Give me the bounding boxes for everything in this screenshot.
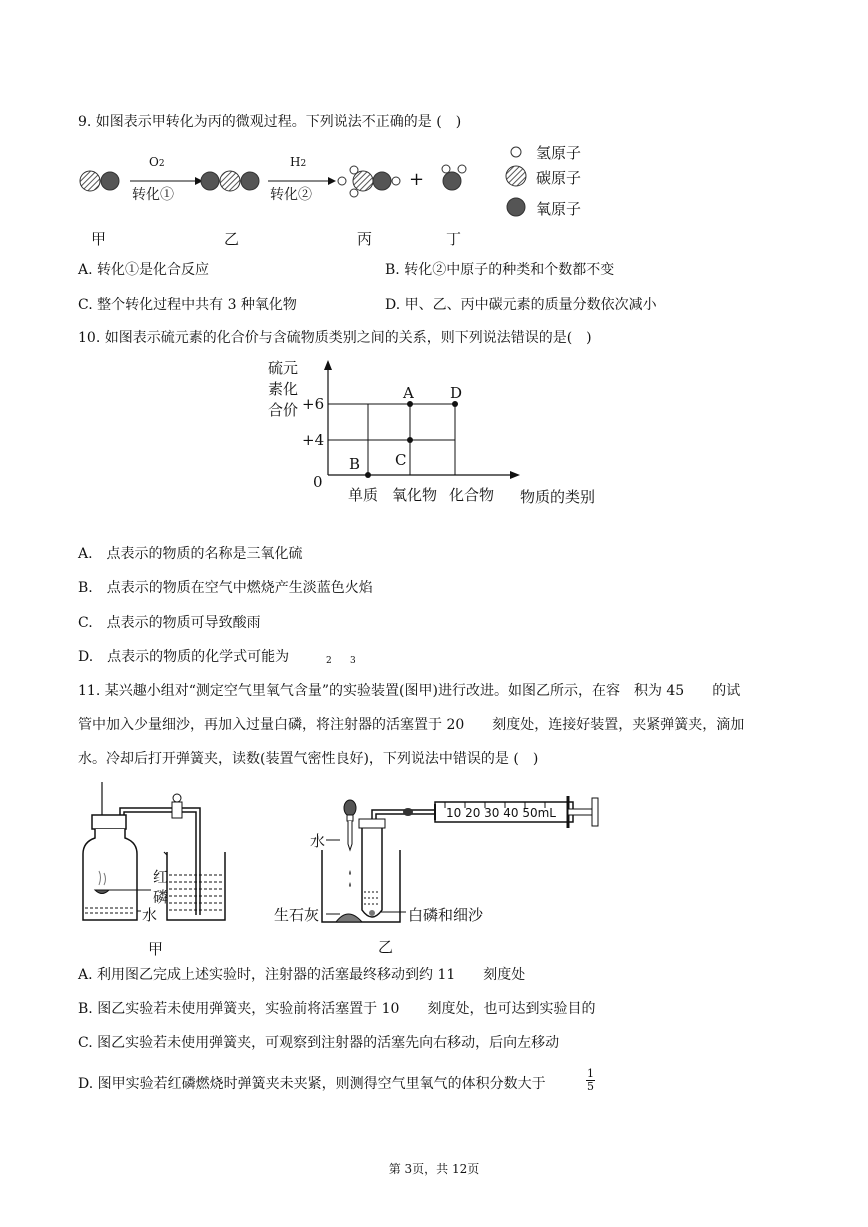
yi-label-phosphorus-sand: 白磷和细沙 bbox=[408, 906, 484, 924]
jia-label-red: 红 bbox=[153, 868, 169, 886]
jia-caption: 甲 bbox=[148, 940, 164, 958]
fig-jia-apparatus bbox=[75, 780, 245, 930]
point-label-b: B bbox=[349, 455, 361, 473]
q9-option-a: A. 转化①是化合反应 bbox=[78, 262, 210, 278]
arrow2-reagent: H2 bbox=[290, 155, 307, 169]
molecule-bing bbox=[338, 166, 400, 197]
q9-option-c: C. 整个转化过程中共有 3 种氧化物 bbox=[78, 297, 297, 313]
ytick-plus6: +6 bbox=[302, 395, 325, 413]
q11-option-d: D. 图甲实验若红磷燃烧时弹簧夹未夹紧，则测得空气里氧气的体积分数大于 bbox=[78, 1076, 546, 1092]
y-label-2: 素化 bbox=[268, 380, 299, 398]
yi-label-water: 水 bbox=[310, 832, 326, 850]
y-label-3: 合价 bbox=[268, 401, 299, 419]
q10-d-sub-1: 2 bbox=[326, 656, 332, 666]
q10-graph bbox=[300, 360, 530, 490]
arrow1-label: 转化① bbox=[132, 187, 174, 203]
syringe-scale: 10 20 30 40 50mL bbox=[446, 806, 556, 820]
point-c bbox=[407, 437, 413, 443]
molecule-jia bbox=[80, 171, 119, 191]
q10-option-a: A. 点表示的物质的名称是三氧化硫 bbox=[78, 546, 303, 562]
xcat-oxide: 氧化物 bbox=[392, 486, 438, 504]
y-label-1: 硫元 bbox=[268, 359, 299, 377]
fraction-numerator: 1 bbox=[587, 1067, 594, 1080]
fraction-one-fifth bbox=[586, 1068, 595, 1093]
point-label-a: A bbox=[403, 384, 414, 402]
x-axis-label: 物质的类别 bbox=[520, 488, 596, 506]
jia-label-phosphorus: 磷 bbox=[153, 888, 169, 906]
yi-caption: 乙 bbox=[378, 938, 394, 956]
origin-label: 0 bbox=[313, 473, 323, 491]
point-label-d: D bbox=[450, 384, 463, 402]
q11-stem-line-1: 11. 某兴趣小组对“测定空气里氧气含量”的实验装置(图甲)进行改进。如图乙所示，在容 积为 45 的试 bbox=[78, 683, 741, 699]
name-yi: 乙 bbox=[224, 230, 240, 248]
arrow2-label: 转化② bbox=[270, 187, 312, 203]
name-ding: 丁 bbox=[446, 230, 462, 248]
q9-stem: 9. 如图表示甲转化为丙的微观过程。下列说法不正确的是 ( ) bbox=[78, 114, 462, 130]
arrow1-reagent: O2 bbox=[149, 155, 165, 169]
q11-stem-line-2: 管中加入少量细沙，再加入过量白磷，将注射器的活塞置于 20 刻度处，连接好装置，夹紧弹簧夹，滴加 bbox=[78, 717, 745, 733]
point-b bbox=[365, 472, 371, 478]
fraction-denominator: 5 bbox=[587, 1080, 594, 1093]
molecule-yi bbox=[201, 171, 259, 191]
q10-option-d: D. 点表示的物质的化学式可能为 bbox=[78, 649, 290, 665]
q9-option-b: B. 转化②中原子的种类和个数都不变 bbox=[385, 262, 615, 278]
ytick-plus4: +4 bbox=[302, 431, 325, 449]
jia-label-water: 水 bbox=[142, 906, 158, 924]
molecule-ding bbox=[442, 165, 466, 190]
q11-option-c: C. 图乙实验若未使用弹簧夹，可观察到注射器的活塞先向右移动，后向左移动 bbox=[78, 1035, 560, 1051]
page-footer: 第 3页，共 12页 bbox=[388, 1162, 480, 1176]
legend-oxygen: 氧原子 bbox=[536, 200, 582, 218]
legend-hydrogen-icon bbox=[511, 147, 521, 157]
legend-carbon-icon bbox=[506, 166, 526, 186]
q10-option-b: B. 点表示的物质在空气中燃烧产生淡蓝色火焰 bbox=[78, 580, 373, 596]
q11-option-b: B. 图乙实验若未使用弹簧夹，实验前将活塞置于 10 刻度处，也可达到实验目的 bbox=[78, 1001, 596, 1017]
q11-option-a: A. 利用图乙完成上述实验时，注射器的活塞最终移动到约 11 刻度处 bbox=[78, 967, 526, 983]
name-jia: 甲 bbox=[91, 230, 107, 248]
yi-label-lime: 生石灰 bbox=[274, 906, 320, 924]
q10-d-sub-2: 3 bbox=[350, 656, 356, 666]
xcat-element: 单质 bbox=[348, 486, 379, 504]
legend-hydrogen: 氢原子 bbox=[536, 144, 582, 162]
name-bing: 丙 bbox=[357, 230, 373, 248]
q11-stem-line-3: 水。冷却后打开弹簧夹，读数(装置气密性良好)，下列说法中错误的是 ( ) bbox=[78, 751, 539, 767]
q10-stem: 10. 如图表示硫元素的化合价与含硫物质类别之间的关系，则下列说法错误的是( ) bbox=[78, 330, 592, 346]
xcat-compound: 化合物 bbox=[449, 486, 495, 504]
q9-option-d: D. 甲、乙、丙中碳元素的质量分数依次减小 bbox=[385, 297, 657, 313]
legend-carbon: 碳原子 bbox=[536, 169, 582, 187]
point-label-c: C bbox=[395, 451, 407, 469]
legend-oxygen-icon bbox=[507, 198, 525, 216]
q10-option-c: C. 点表示的物质可导致酸雨 bbox=[78, 615, 261, 631]
plus-sign: + bbox=[409, 169, 425, 190]
